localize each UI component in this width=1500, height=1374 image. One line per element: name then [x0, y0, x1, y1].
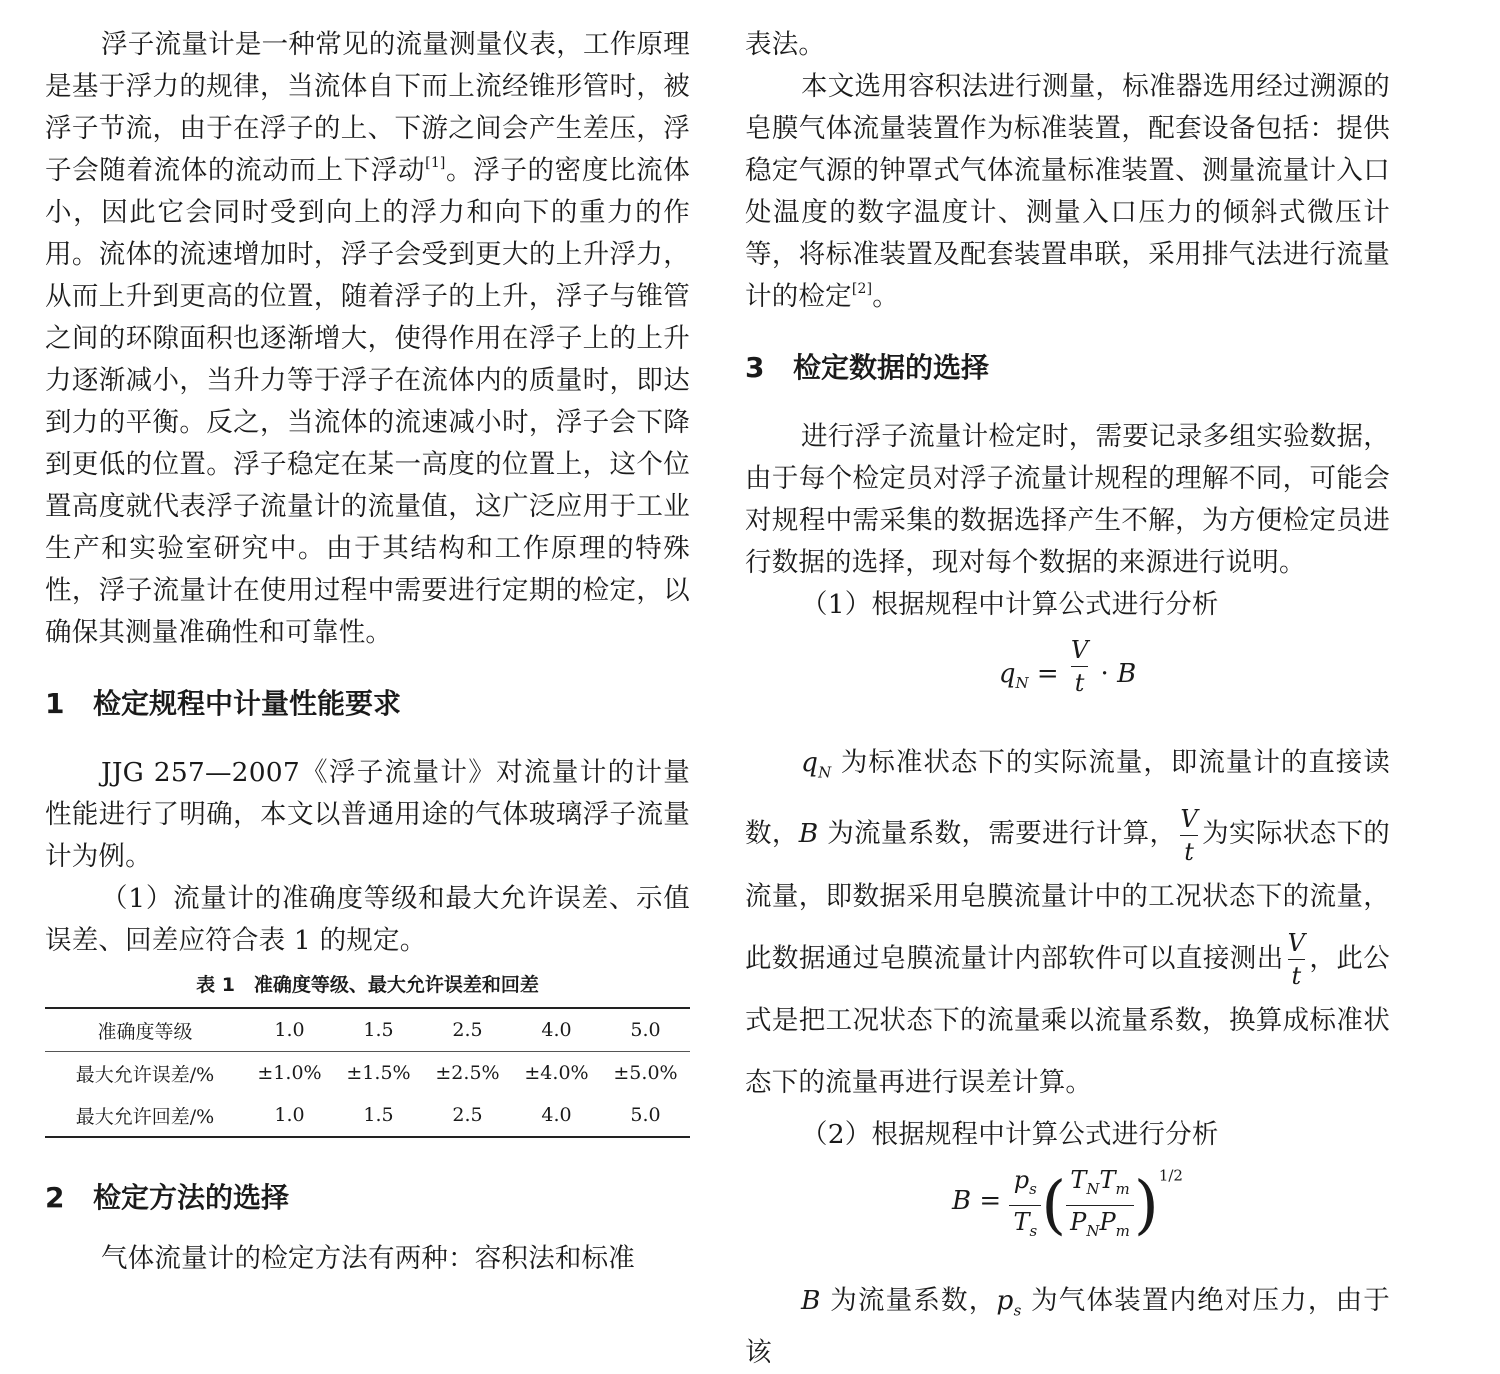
table-cell: ±2.5%	[423, 1052, 512, 1095]
table-row-label: 最大允许误差/%	[45, 1052, 245, 1095]
section-3-paragraph: 进行浮子流量计检定时，需要记录多组实验数据，由于每个检定员对浮子流量计规程的理解不同，可能会对规程中需采集的数据选择产生不解，为方便检定员进行数据的选择，现对每个数据的来源进行说明。	[745, 421, 1390, 578]
accuracy-table	[45, 1007, 690, 1138]
table-cell: 1.5	[334, 1094, 423, 1137]
table-cell: 1.5	[334, 1008, 423, 1052]
table-cell: 5.0	[601, 1008, 690, 1052]
method-paragraph: 本文选用容积法进行测量，标准器选用经过溯源的皂膜气体流量装置作为标准装置，配套设备包括：提供稳定气源的钟罩式气体流量标准装置、测量流量计入口处温度的数字温度计、测量入口压力的倾斜式微压计等，将标准装置及配套装置串联，采用排气法进行流量计的检定[2]。	[745, 71, 1390, 312]
section-1-item-1: （1）流量计的准确度等级和最大允许误差、示值误差、回差应符合表 1 的规定。	[45, 883, 690, 956]
section-2-paragraph: 气体流量计的检定方法有两种：容积法和标准	[101, 1243, 635, 1274]
fraction-v-over-t: $\frac{V}{t}$	[1180, 804, 1198, 866]
table-cell: 1.0	[245, 1094, 334, 1137]
table-cell: ±1.0%	[245, 1052, 334, 1095]
section-3-item-1: （1）根据规程中计算公式进行分析	[801, 589, 1219, 620]
section-1-paragraph: JJG 257—2007《浮子流量计》对流量计的计量性能进行了明确，本文以普通用途的气体玻璃浮子流量计为例。	[45, 757, 690, 872]
table-row-label: 准确度等级	[45, 1008, 245, 1052]
fraction-v-over-t: $\frac{V}{t}$	[1287, 929, 1306, 991]
table-caption: 表 1 准确度等级、最大允许误差和回差	[196, 974, 539, 996]
equation-1-explanation: $q_N$ 为标准状态下的实际流量，即流量计的直接读数，B 为流量系数，需要进行计算， $\frac{V}{t}$ 为实际状态下的流量，即数据采用皂膜流量计中的工况状态下的流量，此数据通过皂膜流量计内部软件可以直接测出 $\frac{V}{t}$ ，此公式是把工况状态下的流量乘以流量系数，换算成标准状态下的流量再进行误差计算。	[745, 747, 1391, 1099]
section-3-heading: 3 检定数据的选择	[745, 351, 990, 384]
citation-2[interactable]: [2]	[851, 281, 873, 297]
right-column	[745, 0, 1390, 1374]
table-cell: 2.5	[423, 1008, 512, 1052]
table-cell: ±4.0%	[512, 1052, 601, 1095]
equation-2-explanation: B 为流量系数，$p_s$ 为气体装置内绝对压力，由于该	[745, 1285, 1390, 1368]
table-cell: ±5.0%	[601, 1052, 690, 1095]
section-3-item-2: （2）根据规程中计算公式进行分析	[801, 1119, 1219, 1151]
continued-text: 表法。	[745, 29, 826, 60]
equation-2: B = $\frac{p_s}{T_s}$ ( $\frac{T_NT_m}{P_NP_m}$ )$^{1/2}$	[745, 1166, 1390, 1266]
citation-1[interactable]: [1]	[425, 155, 446, 171]
table-cell: 1.0	[245, 1008, 334, 1052]
table-cell: 4.0	[512, 1008, 601, 1052]
table-cell: 4.0	[512, 1094, 601, 1137]
section-2-heading: 2 检定方法的选择	[45, 1181, 290, 1214]
intro-paragraph: 浮子流量计是一种常见的流量测量仪表，工作原理是基于浮力的规律，当流体自下而上流经锥形管时，被浮子节流，由于在浮子的上、下游之间会产生差压，浮子会随着流体的流动而上下浮动[1]。浮子的密度比流体小，因此它会同时受到向上的浮力和向下的重力的作用。流体的流速增加时，浮子会受到更大的上升浮力，从而上升到更高的位置，随着浮子的上升，浮子与锥管之间的环隙面积也逐渐增大，使得作用在浮子上的上升力逐渐减小，当升力等于浮子在流体内的质量时，即达到力的平衡。反之，当流体的流速减小时，浮子会下降到更低的位置。浮子稳定在某一高度的位置上，这个位置高度就代表浮子流量计的流量值，这广泛应用于工业生产和实验室研究中。由于其结构和工作原理的特殊性，浮子流量计在使用过程中需要进行定期的检定，以确保其测量准确性和可靠性。	[45, 29, 690, 648]
table-cell: 5.0	[601, 1094, 690, 1137]
table-row-label: 最大允许回差/%	[45, 1094, 245, 1137]
table-cell: ±1.5%	[334, 1052, 423, 1095]
section-1-heading: 1 检定规程中计量性能要求	[45, 687, 402, 720]
left-column	[45, 0, 690, 1280]
equation-1: $q_N$ = $\frac{V}{t}$ · B	[998, 636, 1137, 697]
table-cell: 2.5	[423, 1094, 512, 1137]
